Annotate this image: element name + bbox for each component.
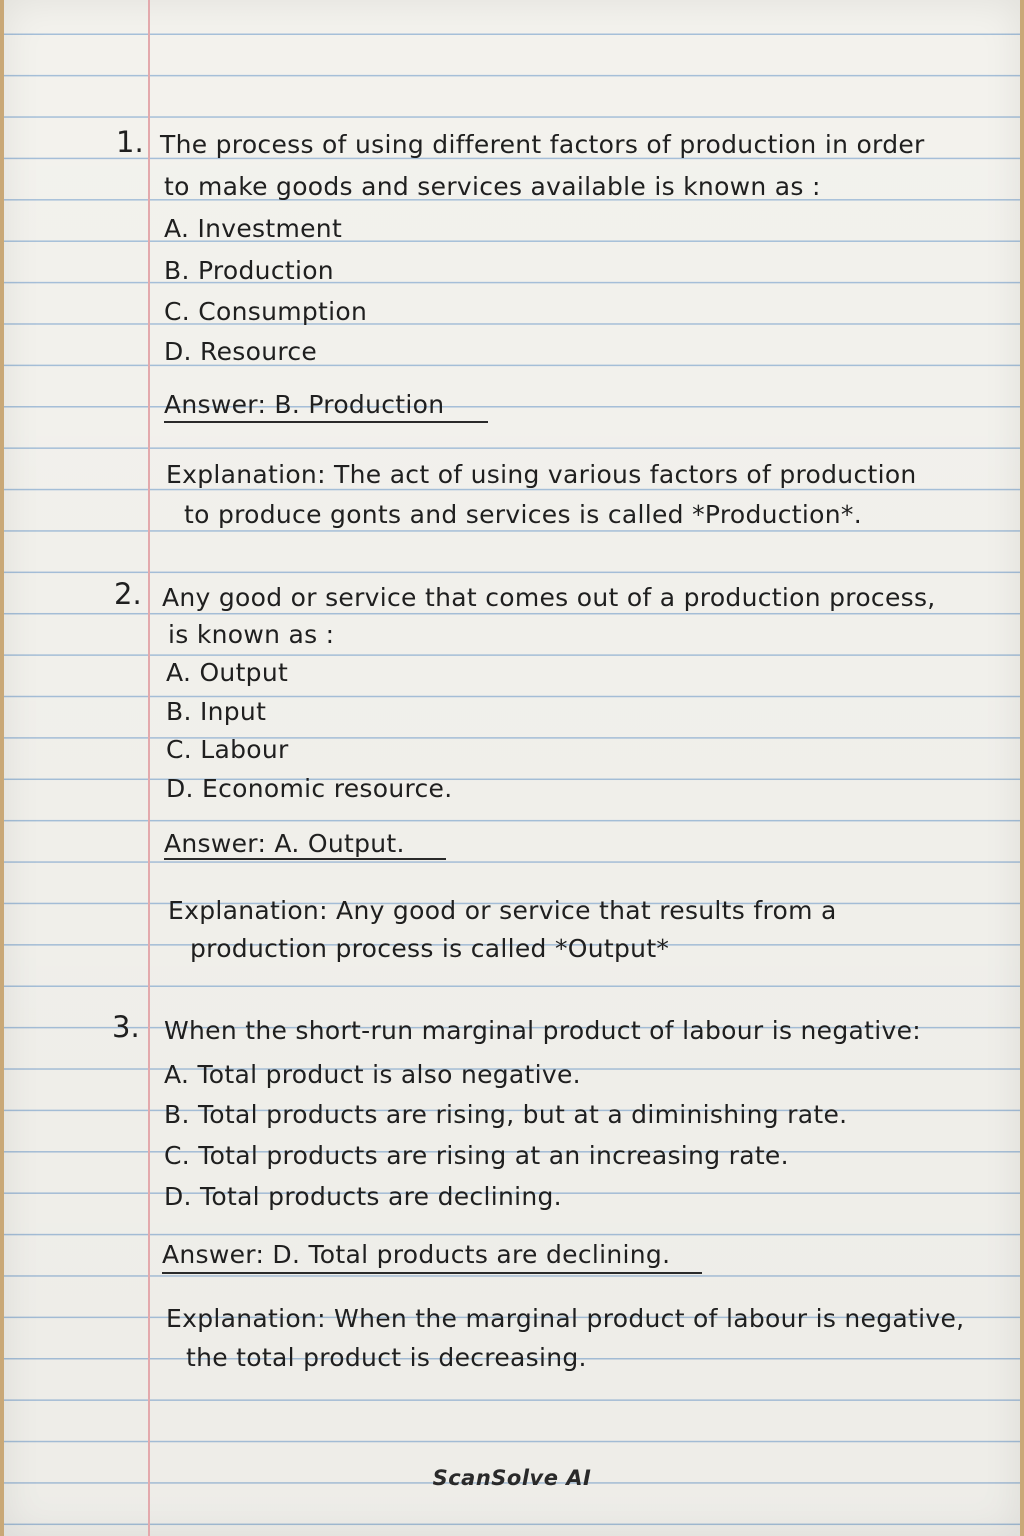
answer: Answer: A. Output. [164,829,405,858]
question-prompt-line: The process of using different factors of production in order [160,130,925,159]
answer-underline [164,858,446,860]
option-b: B. Input [166,697,267,726]
option-d: D. Economic resource. [166,774,453,803]
option-a: A. Total product is also negative. [164,1060,581,1089]
explanation-line: production process is called *Output* [190,934,670,963]
notebook-paper [4,0,1020,1536]
question-number: 3. [112,1010,140,1044]
option-a: A. Investment [164,214,343,243]
option-c: C. Total products are rising at an increasing rate. [164,1141,789,1170]
question-prompt-line: When the short-run marginal product of labour is negative: [164,1016,921,1045]
footer-brand: ScanSolve AI [432,1466,592,1490]
option-b: B. Production [164,256,334,285]
explanation-line: to produce gonts and services is called *Production*. [184,500,862,529]
answer-underline [164,421,488,423]
explanation-line: the total product is decreasing. [186,1343,587,1372]
explanation-line: Explanation: The act of using various factors of production [166,460,917,489]
option-c: C. Consumption [164,297,368,326]
explanation-line: Explanation: When the marginal product of labour is negative, [166,1304,965,1333]
answer: Answer: D. Total products are declining. [162,1240,671,1269]
option-b: B. Total products are rising, but at a diminishing rate. [164,1100,848,1129]
question-prompt-line: to make goods and services available is known as : [164,172,821,201]
question-number: 1. [116,125,144,159]
explanation-line: Explanation: Any good or service that results from a [168,896,837,925]
answer: Answer: B. Production [164,390,445,419]
question-prompt-line: Any good or service that comes out of a production process, [162,583,936,612]
question-number: 2. [114,577,142,611]
option-c: C. Labour [166,735,289,764]
margin-line [148,0,150,1536]
answer-underline [162,1272,702,1274]
option-a: A. Output [166,658,289,687]
option-d: D. Total products are declining. [164,1182,562,1211]
option-d: D. Resource [164,337,318,366]
question-prompt-line: is known as : [168,620,335,649]
